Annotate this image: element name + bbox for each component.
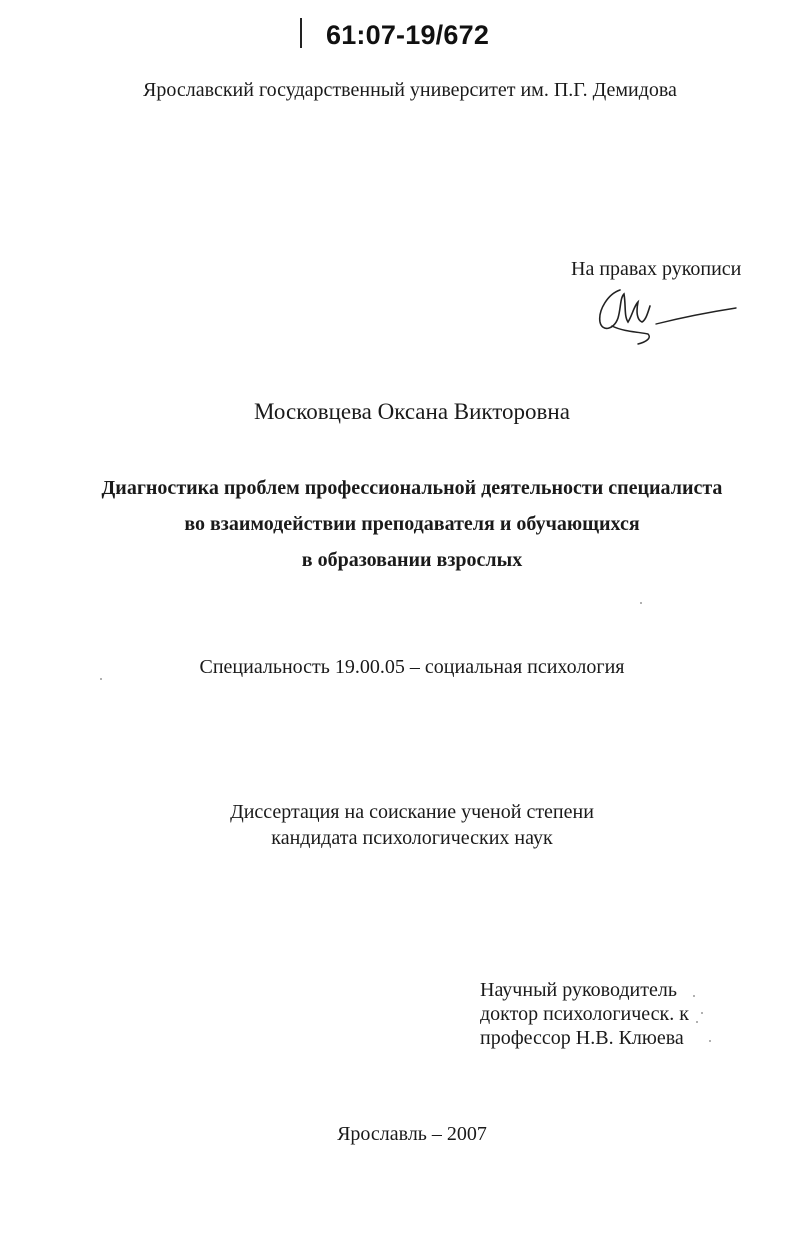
scan-speck [693, 995, 695, 997]
dissertation-line-1: Диссертация на соискание ученой степени [230, 801, 594, 823]
scan-speck [640, 602, 642, 604]
scan-speck [709, 1040, 711, 1042]
author-name: Московцева Оксана Викторовна [254, 399, 570, 424]
signature-image [590, 282, 740, 352]
scan-speck [696, 1021, 698, 1023]
specialty: Специальность 19.00.05 – социальная психология [199, 656, 625, 678]
scan-speck [701, 1012, 703, 1014]
thesis-title-line-1: Диагностика проблем профессиональной деятельности специалиста [101, 477, 723, 499]
advisor-line-1: Научный руководитель [480, 979, 677, 1001]
city-year: Ярославль – 2007 [337, 1123, 487, 1145]
signature-underline [656, 308, 736, 324]
advisor-line-3: профессор Н.В. Клюева [480, 1027, 684, 1049]
university-name: Ярославский государственный университет им. П.Г. Демидова [143, 79, 677, 101]
signature-stroke [600, 290, 650, 328]
advisor-line-2: доктор психологическ. к [480, 1003, 689, 1025]
scan-speck [100, 678, 102, 680]
dissertation-line-2: кандидата психологических наук [271, 827, 553, 849]
catalog-number: 61:07-19/672 [326, 20, 490, 50]
manuscript-note: На правах рукописи [571, 258, 742, 280]
signature-tail [612, 326, 649, 344]
stamp-mark [300, 18, 302, 48]
thesis-title-line-2: во взаимодействии преподавателя и обучающихся [184, 513, 640, 535]
thesis-title-line-3: в образовании взрослых [301, 549, 523, 571]
